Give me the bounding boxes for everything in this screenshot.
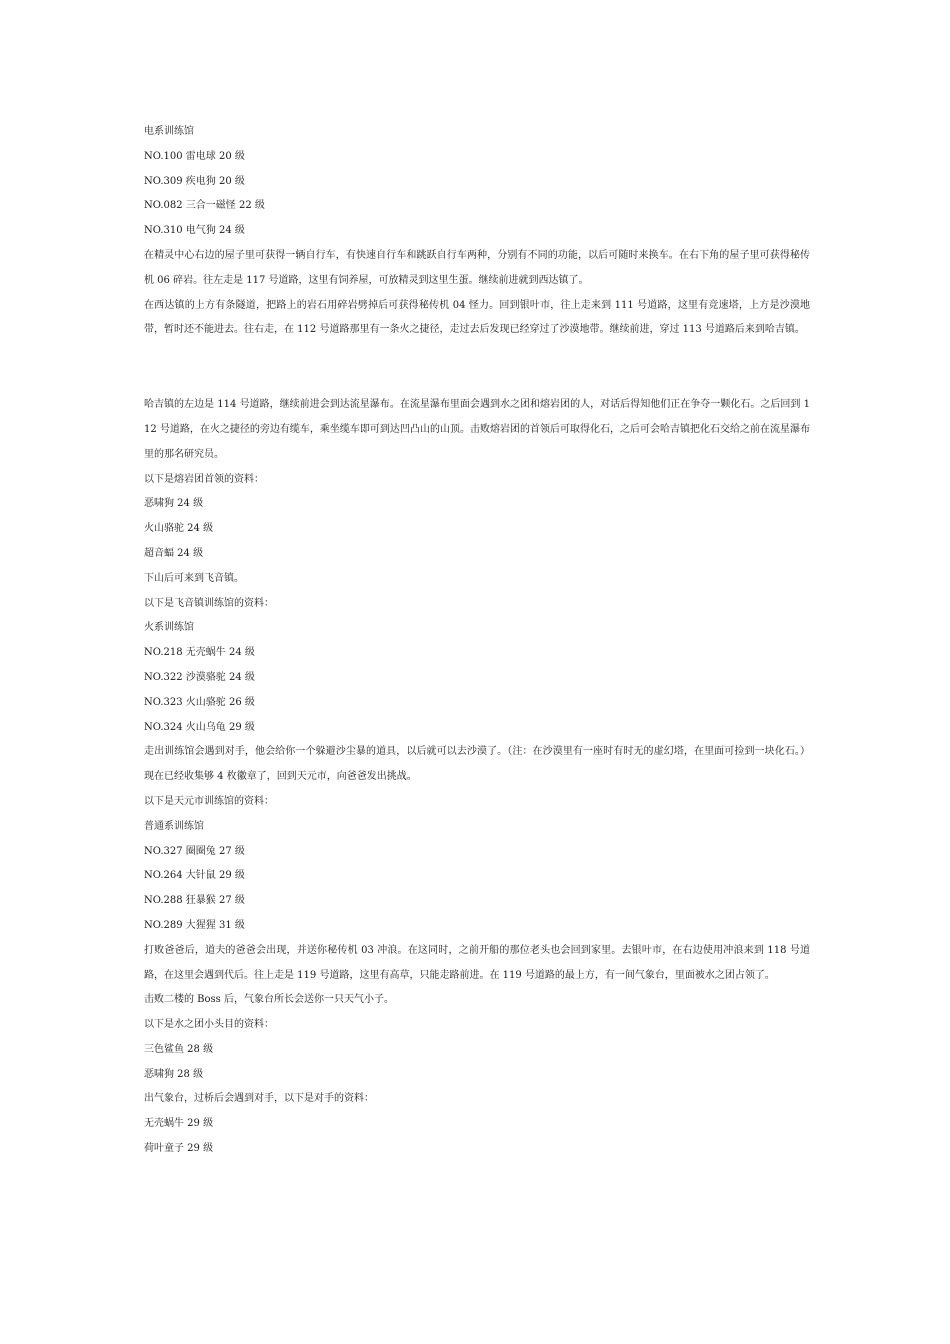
- walkthrough-paragraph: 打败爸爸后，道夫的爸爸会出现，并送你秘传机 03 冲浪。在这同时，之前开船的那位老头也会回到家里。去银叶市，在右边使用冲浪来到 118 号道路，在这里会遇到代后。往上走是 119 号道路，这里有高草，只能走路前进。在 119 号道路的最上方，有一间气象台，里面被水之团占领了。: [144, 944, 810, 981]
- walkthrough-paragraph: 在精灵中心右边的屋子里可获得一辆自行车，有快速自行车和跳跃自行车两种，分别有不同的功能，以后可随时来换车。在右下角的屋子里可获得秘传机 06 碎岩。往左走是 117 号道路，这里有饲养屋，可放精灵到这里生蛋。继续前进就到西达镇了。: [144, 249, 810, 286]
- pokemon-entry: 火山骆驼 24 级: [144, 523, 214, 535]
- pokemon-entry: 三色鲨鱼 28 级: [144, 1043, 214, 1055]
- pokemon-entry: 荷叶童子 29 级: [144, 1143, 214, 1155]
- pokemon-entry: NO.309 疾电狗 20 级: [144, 175, 245, 187]
- pokemon-entry: NO.323 火山骆驼 26 级: [144, 696, 255, 708]
- gym-title-normal: 普通系训练馆: [144, 820, 204, 832]
- rival-intro: 出气象台，过桥后会遇到对手，以下是对手的资料：: [144, 1093, 374, 1105]
- gym-title-fire: 火系训练馆: [144, 622, 194, 634]
- pokemon-entry: NO.082 三合一磁怪 22 级: [144, 200, 265, 212]
- document-page: [144, 120, 810, 1162]
- pokemon-entry: NO.310 电气狗 24 级: [144, 225, 245, 237]
- pokemon-entry: NO.218 无壳蜗牛 24 级: [144, 647, 255, 659]
- gym-title-electric: 电系训练馆: [144, 126, 194, 137]
- leader-intro: 以下是熔岩团首领的资料：: [144, 473, 264, 485]
- pokemon-entry: NO.324 火山乌龟 29 级: [144, 721, 255, 733]
- walkthrough-paragraph: 在西达镇的上方有条隧道，把路上的岩石用碎岩劈掉后可获得秘传机 04 怪力。回到银叶市，往上走来到 111 号道路，这里有竞速塔，上方是沙漠地带，暂时还不能进去。往右走，在 112 号道路那里有一条火之捷径，走过去后发现已经穿过了沙漠地带。继续前进，穿过 113 号道路后来到哈吉镇。: [144, 299, 810, 336]
- boss-line: 击败二楼的 Boss 后，气象台所长会送你一只天气小子。: [144, 994, 394, 1006]
- pokemon-entry: 超音蝠 24 级: [144, 547, 204, 559]
- pokemon-entry: NO.322 沙漠骆驼 24 级: [144, 671, 255, 683]
- section-gap: [144, 343, 810, 393]
- pokemon-entry: NO.264 大针鼠 29 级: [144, 870, 245, 882]
- walkthrough-line: 下山后可来到飞音镇。: [144, 572, 244, 584]
- pokemon-entry: NO.100 雷电球 20 级: [144, 150, 245, 162]
- walkthrough-paragraph: 哈吉镇的左边是 114 号道路，继续前进会到达流星瀑布。在流星瀑布里面会遇到水之团和熔岩团的人，对话后得知他们正在争夺一颗化石。之后回到 112 号道路，在火之捷径的旁边有缆车，乘坐缆车即可到达凹凸山的山顶。击败熔岩团的首领后可取得化石，之后可会哈吉镇把化石交给之前在流星瀑布里的那名研究员。: [144, 399, 810, 460]
- pokemon-entry: NO.289 大猩猩 31 级: [144, 919, 245, 931]
- pokemon-entry: NO.288 狂暴猴 27 级: [144, 895, 245, 907]
- pokemon-entry: 恶啸狗 28 级: [144, 1068, 204, 1080]
- pokemon-entry: NO.327 圈圈兔 27 级: [144, 845, 245, 857]
- pokemon-entry: 无壳蜗牛 29 级: [144, 1118, 214, 1130]
- gym-intro: 以下是飞音镇训练馆的资料：: [144, 597, 274, 609]
- gym-intro: 以下是天元市训练馆的资料：: [144, 795, 274, 807]
- pokemon-entry: 恶啸狗 24 级: [144, 498, 204, 510]
- walkthrough-paragraph: 走出训练馆会遇到对手，他会给你一个躲避沙尘暴的道具，以后就可以去沙漠了。（注：在沙漠里有一座时有时无的虚幻塔，在里面可捡到一块化石。）现在已经收集够 4 枚徽章了，回到天元市，向爸爸发出挑战。: [144, 746, 810, 783]
- grunt-intro: 以下是水之团小头目的资料：: [144, 1019, 274, 1031]
